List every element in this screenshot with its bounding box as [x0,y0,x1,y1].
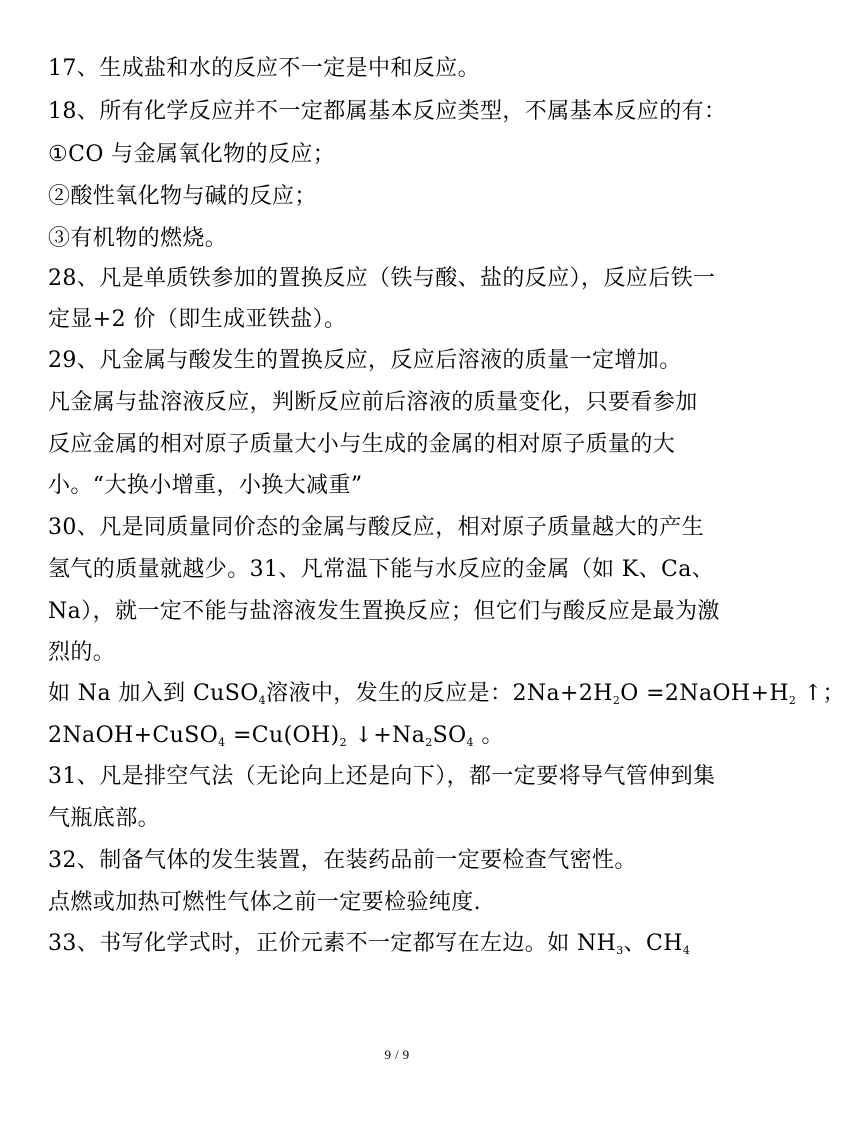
equation-text: ↑； [796,681,845,706]
equation-text: =Cu(OH) [225,723,340,748]
equation-line-2 [48,721,504,751]
paragraph-17: 17、生成盐和水的反应不一定是中和反应。 [48,56,480,81]
subscript: 4 [682,944,691,957]
subscript: 4 [218,736,226,749]
equation-text: 2NaOH+CuSO [48,723,219,748]
paragraph-31-line-2: 气瓶底部。 [48,806,161,831]
paragraph-28-line-1: 28、凡是单质铁参加的置换反应（铁与酸、盐的反应），反应后铁一 [48,266,716,291]
subscript: 3 [616,944,624,957]
equation-text: O =2NaOH+H [620,681,789,706]
list-item-2: ②酸性氧化物与碱的反应； [48,184,317,209]
paragraph-29: 29、凡金属与酸发生的置换反应，反应后溶液的质量一定增加。 [48,348,682,373]
paragraph-28-line-2: 定显+2 价（即生成亚铁盐）。 [48,307,347,332]
paragraph-18: 18、所有化学反应并不一定都属基本反应类型，不属基本反应的有： [48,99,727,124]
paragraph-32b: 点燃或加热可燃性气体之前一定要检验纯度. [48,890,481,915]
equation-text: 如 Na 加入到 CuSO [48,681,259,706]
paragraph-33 [48,929,690,959]
subscript: 2 [612,694,621,707]
paragraph-29b-line-2: 反应金属的相对原子质量大小与生成的金属的相对原子质量的大 [48,432,676,457]
equation-line-1 [48,679,845,709]
subscript: 4 [466,736,474,749]
paragraph-30-line-4: 烈的。 [48,640,116,665]
equation-text: SO [432,723,467,748]
subscript: 2 [788,694,797,707]
paragraph-30-line-3: Na），就一定不能与盐溶液发生置换反应；但它们与酸反应是最为激 [48,599,720,624]
paragraph-32: 32、制备气体的发生装置，在装药品前一定要检查气密性。 [48,848,637,873]
paragraph-33-text: 、CH [623,931,683,956]
paragraph-29b-line-1: 凡金属与盐溶液反应，判断反应前后溶液的质量变化，只要看参加 [48,390,698,415]
equation-text: 溶液中，发生的反应是：2Na+2H [266,681,613,706]
subscript: 2 [425,736,433,749]
equation-text: ↓+Na [346,723,426,748]
equation-text: 。 [473,723,504,748]
paragraph-31-line-1: 31、凡是排空气法（无论向上还是向下），都一定要将导气管伸到集 [48,764,716,789]
subscript: 2 [339,736,347,749]
list-item-1: ①CO 与金属氧化物的反应； [48,142,336,167]
list-item-3: ③有机物的燃烧。 [48,226,228,251]
subscript: 4 [258,694,267,707]
paragraph-29b-line-3: 小。“大换小增重，小换大减重” [48,473,363,498]
paragraph-33-text: 33、书写化学式时，正价元素不一定都写在左边。如 NH [48,931,617,956]
paragraph-30-line-1: 30、凡是同质量同价态的金属与酸反应，相对原子质量越大的产生 [48,515,704,540]
page-number: 9 / 9 [384,1047,410,1062]
paragraph-30-line-2: 氢气的质量就越少。31、凡常温下能与水反应的金属（如 K、Ca、 [48,557,715,582]
